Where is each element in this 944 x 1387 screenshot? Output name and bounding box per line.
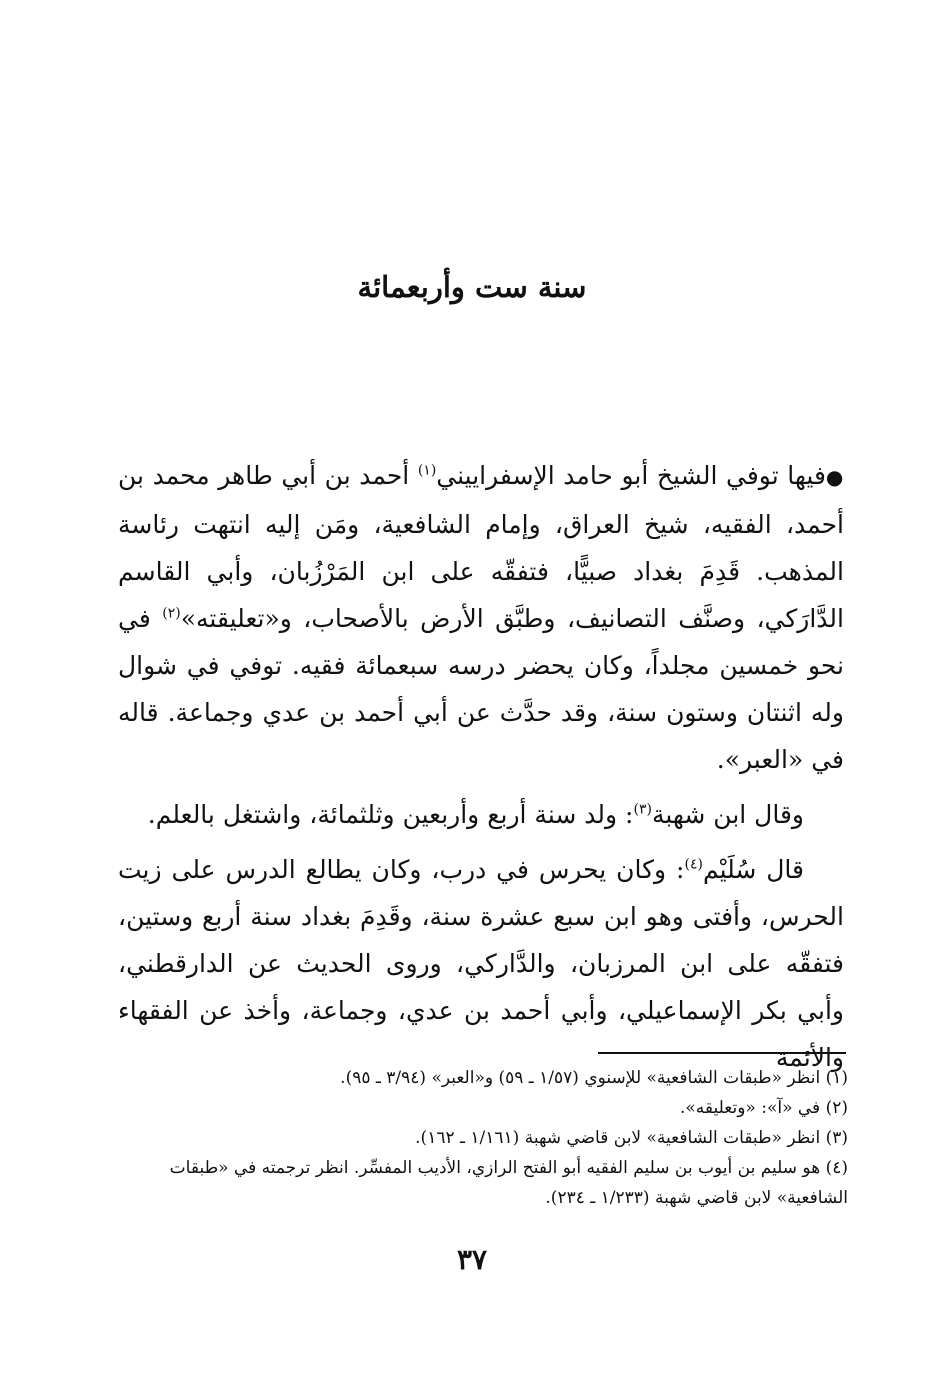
- main-text: [118, 452, 844, 1089]
- footnote-ref-4: (٤): [684, 856, 703, 873]
- footnote-ref-1: (١): [417, 462, 437, 479]
- footnote-ref-3: (٣): [633, 801, 652, 818]
- footnote-2: (٢) في «آ»: «وتعليقه».: [680, 1098, 848, 1118]
- paragraph-2-text-b: : ولد سنة أربع وأربعين وثلثمائة، واشتغل بالعلم.: [147, 800, 634, 829]
- paragraph-1-text-a: فيها توفي الشيخ أبو حامد الإسفراييني: [436, 461, 826, 490]
- paragraph-3: [118, 846, 844, 1081]
- footnotes: [118, 1063, 848, 1213]
- footnote-ref-2: (٢): [162, 605, 181, 622]
- chapter-title: سنة ست وأربعمائة: [357, 270, 587, 304]
- paragraph-3-text-b: : وكان يحرس في درب، وكان يطالع الدرس على زيت الحرس، وأفتى وهو ابن سبع عشرة سنة، وقَدِمَ بغداد سنة أربع وستين، فتفقّه على ابن المرزبان، والدَّاركي، وروى الحديث عن الدارقطني، وأبي بكر الإسماعيلي، وأبي أحمد بن عدي، وجماعة، وأخذ عن الفقهاء والأئمة: [118, 855, 844, 1072]
- paragraph-2: [118, 791, 844, 838]
- bullet-icon: ●: [825, 465, 844, 489]
- footnote-4: (٤) هو سليم بن أيوب بن سليم الفقيه أبو الفتح الرازي، الأديب المفسِّر. انظر ترجمته في «طبقات الشافعية» لابن قاضي شهبة (١/٢٣٣ ـ ٢٣٤).: [169, 1158, 848, 1208]
- paragraph-1-text-c: في نحو خمسين مجلداً، وكان يحضر درسه سبعمائة فقيه. توفي في شوال وله اثنتان وستون سنة، وقد حدَّث عن أبي أحمد بن عدي وجماعة. قاله في «العبر».: [118, 604, 844, 774]
- footnote-1: (١) انظر «طبقات الشافعية» للإسنوي (١/٥٧ ـ ٥٩) و«العبر» (٣/٩٤ ـ ٩٥).: [340, 1068, 848, 1088]
- footnote-separator: [598, 1052, 846, 1054]
- paragraph-2-text-a: وقال ابن شهبة: [651, 800, 804, 829]
- paragraph-1: [118, 452, 844, 783]
- paragraph-1-text-b: أحمد بن أبي طاهر محمد بن أحمد، الفقيه، شيخ العراق، وإمام الشافعية، ومَن إليه انتهت رئاسة المذهب. قَدِمَ بغداد صبيًّا، فتفقّه على ابن المَرْزُبان، وأبي القاسم الدَّارَكي، وصنَّف التصانيف، وطبَّق الأرض بالأصحاب، و«تعليقته»: [118, 461, 844, 633]
- paragraph-3-text-a: قال سُلَيْم: [702, 855, 804, 884]
- footnote-3: (٣) انظر «طبقات الشافعية» لابن قاضي شهبة (١/١٦١ ـ ١٦٢).: [415, 1128, 848, 1148]
- page-number: ٣٧: [456, 1243, 488, 1276]
